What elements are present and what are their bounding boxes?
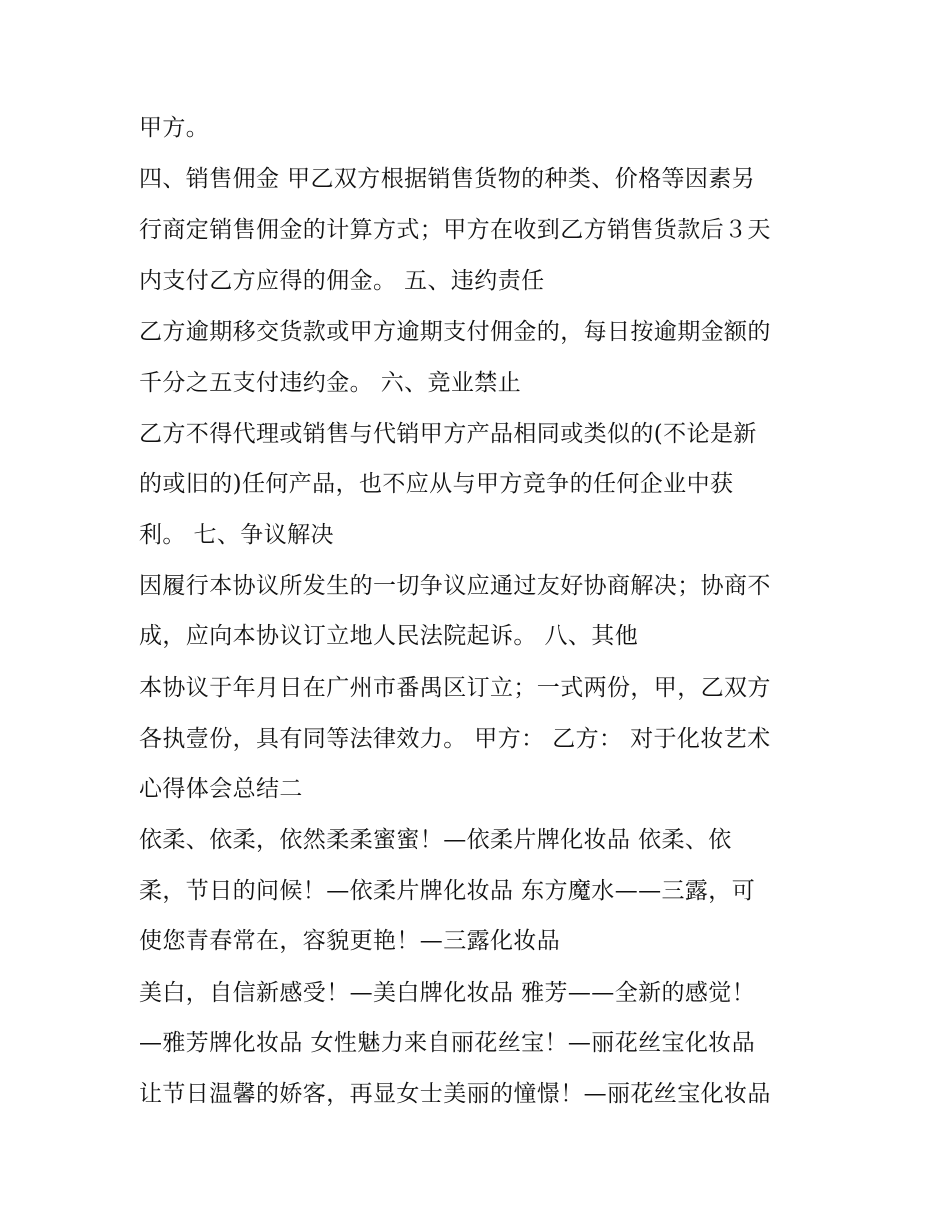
- text-line: —雅芳牌化妆品 女性魅力来自丽花丝宝！—丽花丝宝化妆品: [139, 1030, 756, 1056]
- text-line: 让节日温馨的娇客，再显女士美丽的憧憬！—丽花丝宝化妆品: [139, 1081, 771, 1107]
- text-line: 成，应向本协议订立地人民法院起诉。 八、其他: [139, 623, 639, 649]
- text-line: 的或旧的)任何产品，也不应从与甲方竞争的任何企业中获: [139, 471, 734, 497]
- text-line: 美白，自信新感受！—美白牌化妆品 雅芳——全新的感觉！: [139, 980, 756, 1006]
- text-line: 使您青春常在，容貌更艳！—三露化妆品: [139, 928, 561, 954]
- text-line: 心得体会总结二: [139, 776, 303, 802]
- text-line: 乙方逾期移交货款或甲方逾期支付佣金的，每日按逾期金额的: [139, 319, 771, 345]
- text-line: 依柔、依柔，依然柔柔蜜蜜！—依柔片牌化妆品 依柔、依: [139, 827, 732, 853]
- text-line: 因履行本协议所发生的一切争议应通过友好协商解决；协商不: [139, 573, 771, 599]
- text-line: 各执壹份，具有同等法律效力。 甲方： 乙方： 对于化妆艺术: [139, 726, 771, 752]
- text-line: 行商定销售佣金的计算方式；甲方在收到乙方销售货款后３天: [139, 217, 771, 243]
- text-line: 利。 七、争议解决: [139, 522, 334, 548]
- text-line: 柔，节日的问候！—依柔片牌化妆品 东方魔水——三露，可: [139, 878, 756, 904]
- text-line: 四、销售佣金 甲乙双方根据销售货物的种类、价格等因素另: [139, 166, 756, 192]
- text-line: 乙方不得代理或销售与代销甲方产品相同或类似的(不论是新: [139, 421, 757, 447]
- text-line: 本协议于年月日在广州市番禺区订立；一式两份，甲，乙双方: [139, 675, 771, 701]
- text-line: 甲方。: [139, 115, 210, 141]
- text-line: 内支付乙方应得的佣金。 五、违约责任: [139, 268, 545, 294]
- text-line: 千分之五支付违约金。 六、竞业禁止: [139, 370, 522, 396]
